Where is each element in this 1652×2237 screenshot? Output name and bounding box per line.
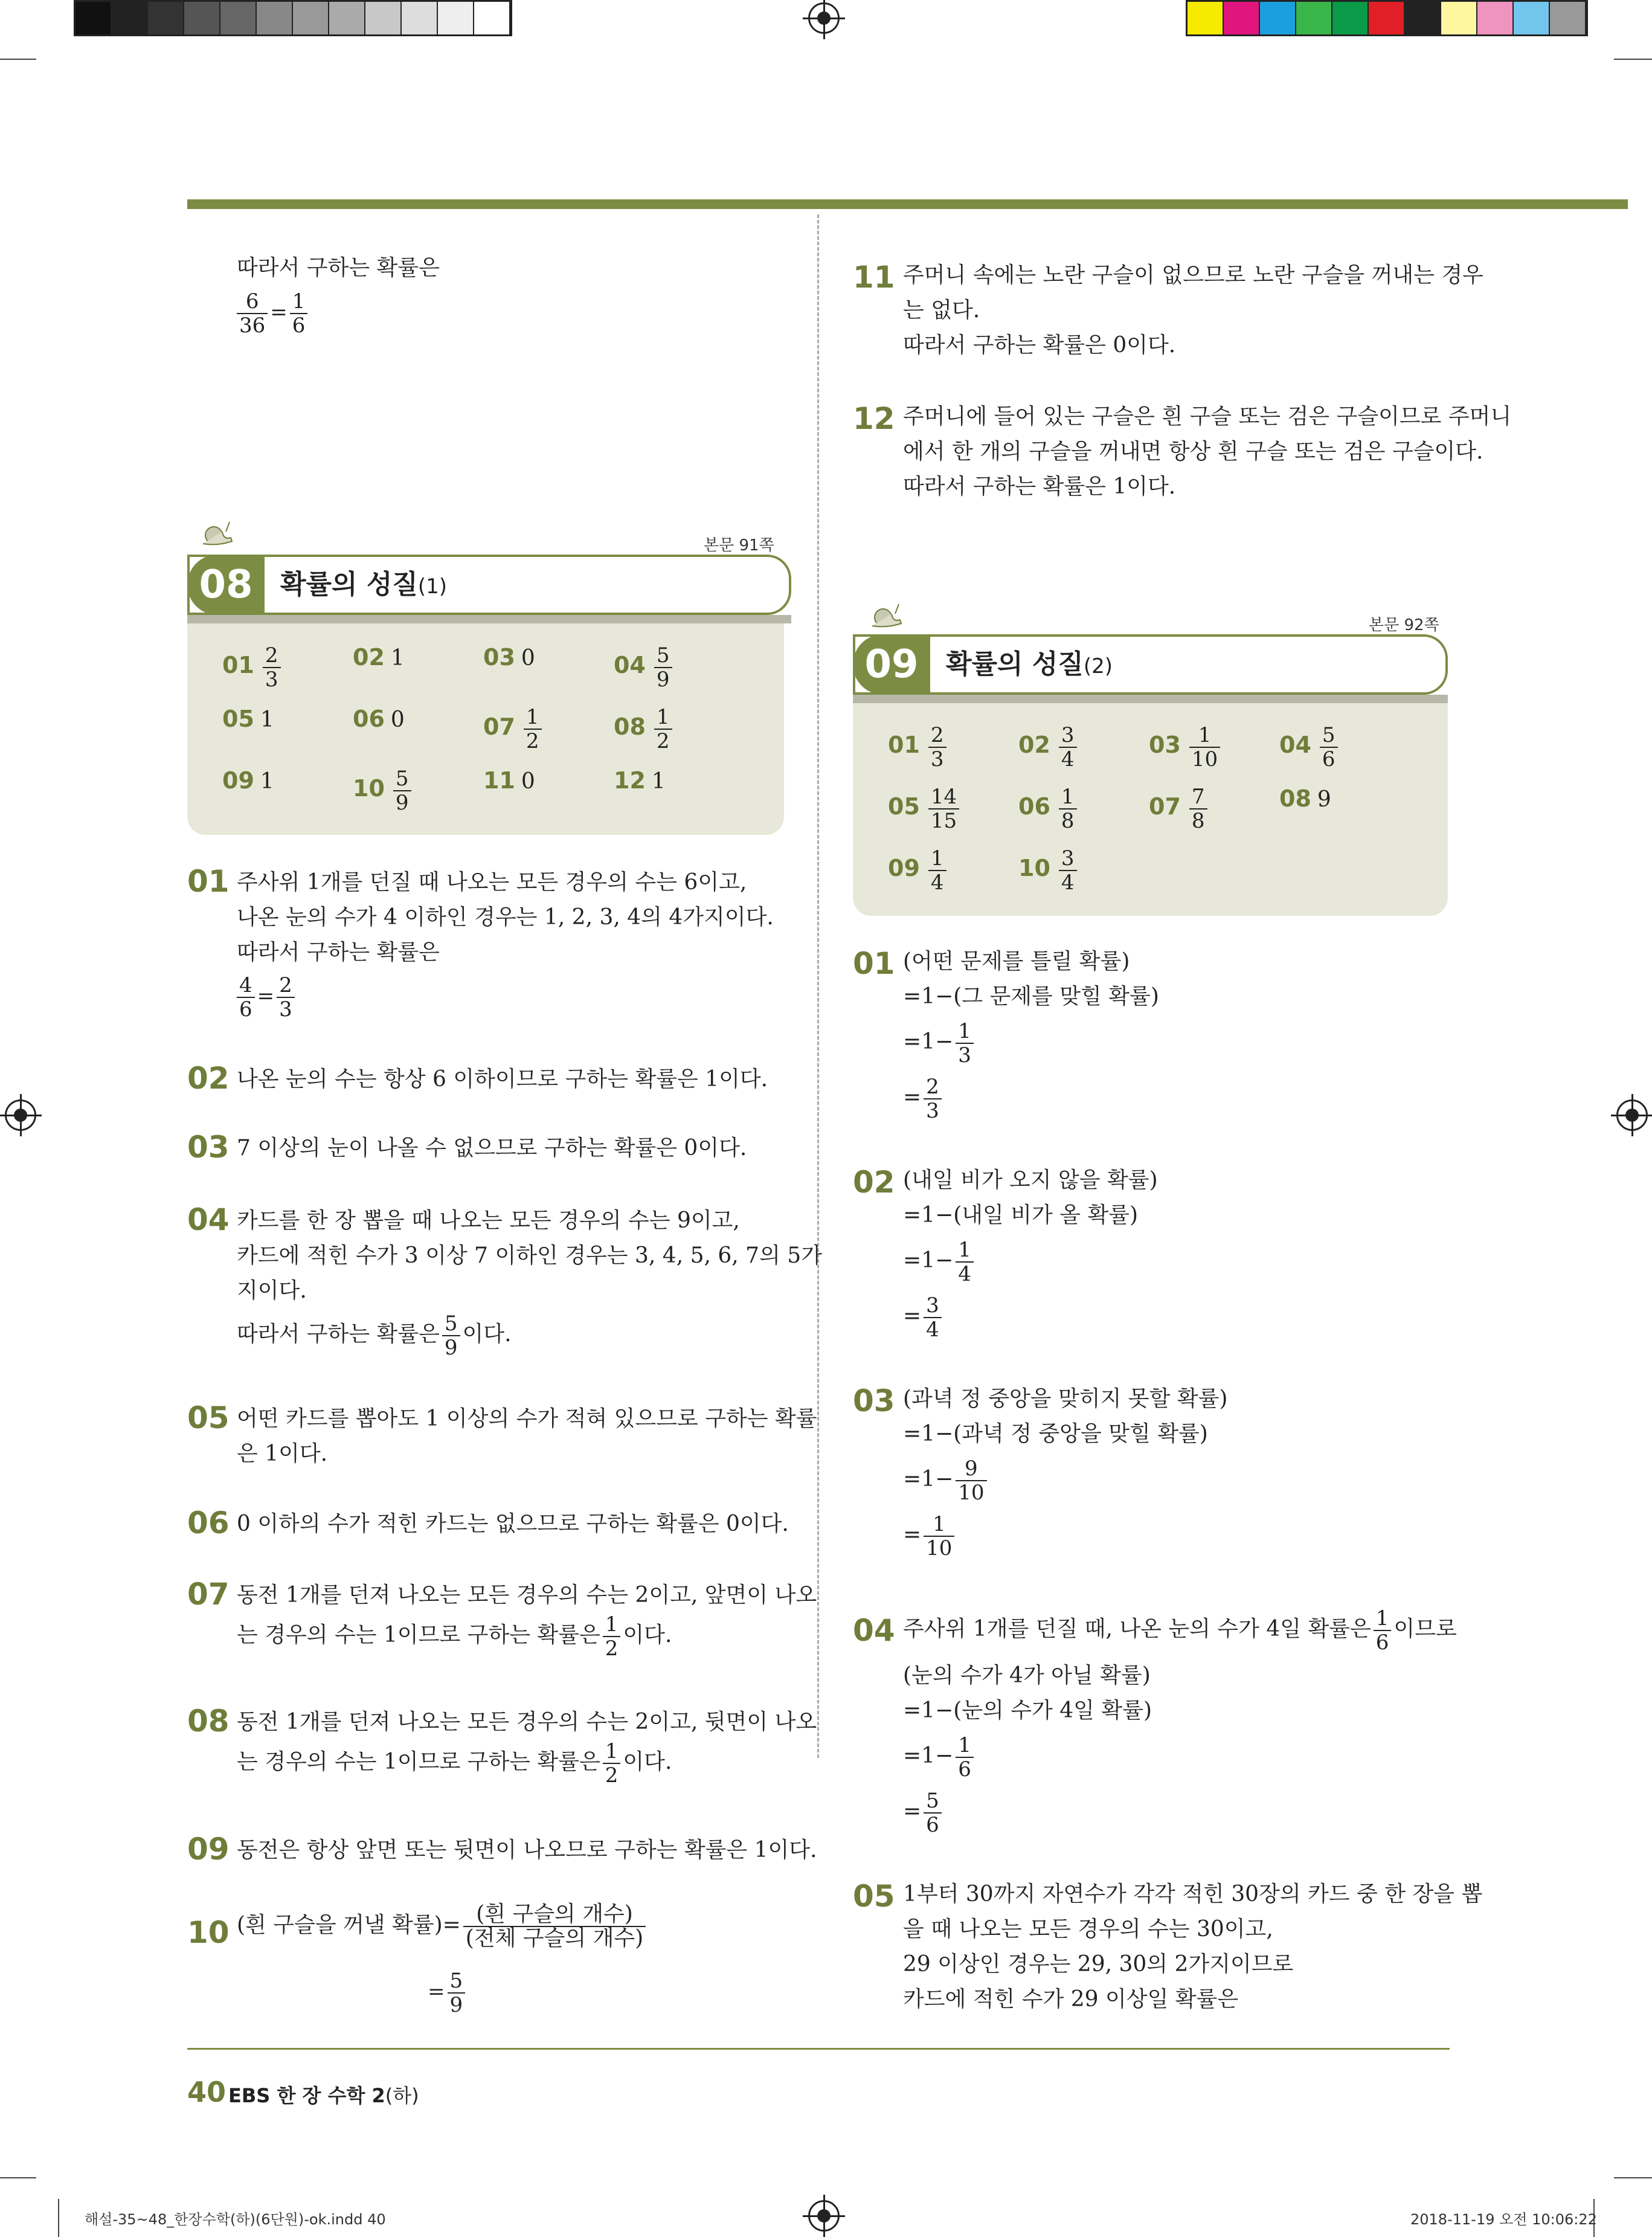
text-line: 지이다. (237, 1278, 307, 1303)
grayscale-bar (74, 0, 512, 36)
section-title: 확률의 성질(2) (946, 649, 1113, 680)
fraction-equation: = $\frac{2}{3}$ (903, 1075, 944, 1122)
crop-mark (1614, 59, 1652, 60)
text-line: 을 때 나오는 모든 경우의 수는 30이고, (903, 1917, 1273, 1942)
answer-item: 06 0 (353, 706, 405, 732)
text-line: 나온 눈의 수는 항상 6 이하이므로 구하는 확률은 1이다. (237, 1067, 768, 1092)
section-header (187, 555, 791, 615)
question-number: 12 (853, 401, 895, 436)
answer-item: 08 9 (1279, 785, 1331, 812)
text-line: (어떤 문제를 틀릴 확률) (903, 949, 1130, 974)
answer-item: 09 1 (222, 767, 274, 794)
question-number: 04 (187, 1202, 230, 1237)
fraction-equation: =1− $\frac{1}{3}$ (903, 1020, 976, 1067)
fraction-equation: =1− $\frac{1}{4}$ (903, 1238, 976, 1286)
answer-item: 05 $\frac{14}{15}$ (888, 785, 962, 832)
question-number: 08 (187, 1704, 230, 1739)
snail-icon (869, 602, 905, 628)
answer-item: 02 1 (353, 644, 405, 671)
timestamp-slug: 2018-11-19 오전 10:06:22 (1410, 2211, 1597, 2228)
text-line: 동전 1개를 던져 나오는 모든 경우의 수는 2이고, 뒷면이 나오 (237, 1710, 817, 1734)
question-number: 03 (187, 1130, 230, 1165)
registration-mark-icon (808, 2, 840, 34)
text-line: (과녁 정 중앙을 맞히지 못할 확률) (903, 1386, 1228, 1411)
fraction-equation: = $\frac{1}{10}$ (903, 1513, 957, 1560)
text-line: 주사위 1개를 던질 때 나오는 모든 경우의 수는 6이고, (237, 870, 747, 895)
text-line: 는 경우의 수는 1이므로 구하는 확률은 $\frac{1}{2}$ 이다. (237, 1612, 672, 1661)
answer-item: 09 $\frac{1}{4}$ (888, 847, 949, 894)
question-number: 06 (187, 1505, 230, 1540)
text-line: =1−(내일 비가 올 확률) (903, 1203, 1139, 1228)
text-line: 카드에 적힌 수가 3 이상 7 이하인 경우는 3, 4, 5, 6, 7의 5가 (237, 1243, 822, 1268)
crop-mark (1614, 2177, 1652, 2178)
file-slug: 해설-35~48_한장수학(하)(6단원)-ok.indd 40 (85, 2211, 386, 2228)
page-reference: 본문 92쪽 (1369, 616, 1439, 634)
text-line: 에서 한 개의 구슬을 꺼내면 항상 흰 구슬 또는 검은 구슬이다. (903, 439, 1483, 464)
answer-item: 06 $\frac{1}{8}$ (1018, 785, 1079, 832)
question-number: 05 (853, 1879, 895, 1914)
registration-mark-icon (1616, 1099, 1648, 1131)
section-number: 09 (853, 634, 930, 695)
text-line: 나온 눈의 수가 4 이하인 경우는 1, 2, 3, 4의 4가지이다. (237, 905, 774, 930)
fraction-equation: $\frac{4}{6}$ = $\frac{2}{3}$ (237, 974, 297, 1021)
column-divider (817, 214, 819, 1758)
page-reference: 본문 91쪽 (704, 536, 774, 555)
fraction-equation: (흰 구슬을 꺼낼 확률)= $\frac{\text{(흰 구슬의 개수)}}{\text{(전체 구슬의 개수)}}$ (237, 1903, 648, 1950)
text-line: 주머니에 들어 있는 구슬은 흰 구슬 또는 검은 구슬이므로 주머니 (903, 404, 1512, 429)
snail-icon (199, 520, 236, 546)
text-line: =1−(눈의 수가 4일 확률) (903, 1698, 1152, 1723)
answer-item: 04 $\frac{5}{9}$ (614, 644, 675, 691)
answer-item: 12 1 (614, 767, 666, 794)
text-line: 따라서 구하는 확률은 (237, 256, 440, 280)
fraction-equation: = $\frac{5}{9}$ (428, 1969, 468, 2017)
question-number: 02 (187, 1061, 230, 1096)
crop-mark (0, 59, 36, 60)
answer-item: 04 $\frac{5}{6}$ (1279, 724, 1340, 771)
fraction-equation: =1− $\frac{9}{10}$ (903, 1457, 989, 1504)
question-number: 09 (187, 1832, 230, 1867)
header-shadow (187, 615, 791, 623)
answer-item: 10 $\frac{3}{4}$ (1018, 847, 1079, 894)
text-line: 는 없다. (903, 298, 980, 323)
answer-item: 07 $\frac{7}{8}$ (1149, 785, 1210, 832)
section-header (853, 634, 1448, 695)
text-line: 동전 1개를 던져 나오는 모든 경우의 수는 2이고, 앞면이 나오 (237, 1583, 817, 1608)
crop-mark (0, 2177, 36, 2178)
section-number: 08 (187, 555, 265, 615)
crop-mark (58, 2199, 59, 2237)
text-line: 동전은 항상 앞면 또는 뒷면이 나오므로 구하는 확률은 1이다. (237, 1838, 817, 1862)
question-number: 10 (187, 1915, 230, 1950)
footer-rule (187, 2048, 1450, 2050)
registration-mark-icon (5, 1099, 36, 1131)
question-number: 11 (853, 260, 895, 295)
text-line: 어떤 카드를 뽑아도 1 이상의 수가 적혀 있으므로 구하는 확률 (237, 1406, 817, 1431)
question-number: 01 (853, 946, 895, 981)
text-line: 카드를 한 장 뽑을 때 나오는 모든 경우의 수는 9이고, (237, 1208, 740, 1233)
book-title: EBS 한 장 수학 2(하) (228, 2084, 419, 2107)
text-line: 은 1이다. (237, 1441, 328, 1466)
question-number: 01 (187, 864, 230, 899)
answer-item: 02 $\frac{3}{4}$ (1018, 724, 1079, 771)
fraction-equation: = $\frac{5}{6}$ (903, 1789, 944, 1836)
question-number: 07 (187, 1577, 230, 1612)
text-line: 주머니 속에는 노란 구슬이 없으므로 노란 구슬을 꺼내는 경우 (903, 263, 1483, 288)
answer-item: 01 $\frac{2}{3}$ (222, 644, 283, 691)
header-shadow (853, 695, 1448, 703)
text-line: 따라서 구하는 확률은 $\frac{5}{9}$ 이다. (237, 1312, 512, 1360)
fraction-equation: =1− $\frac{1}{6}$ (903, 1734, 976, 1781)
text-line: 29 이상인 경우는 29, 30의 2가지이므로 (903, 1952, 1294, 1977)
answer-item: 07 $\frac{1}{2}$ (483, 706, 544, 753)
fraction-equation: = $\frac{3}{4}$ (903, 1294, 944, 1341)
text-line: 카드에 적힌 수가 29 이상일 확률은 (903, 1987, 1239, 2012)
answer-item: 01 $\frac{2}{3}$ (888, 724, 949, 771)
text-line: =1−(그 문제를 맞힐 확률) (903, 984, 1159, 1009)
question-number: 03 (853, 1383, 895, 1418)
fraction-equation: $\frac{6}{36}$ = $\frac{1}{6}$ (237, 290, 310, 337)
question-number: 02 (853, 1165, 895, 1200)
header-rule (187, 199, 1628, 209)
text-line: 주사위 1개를 던질 때, 나온 눈의 수가 4일 확률은 $\frac{1}{6}$ 이므로 (903, 1606, 1457, 1655)
page-number: 40 (187, 2076, 227, 2108)
answer-item: 05 1 (222, 706, 274, 732)
answer-item: 10 $\frac{5}{9}$ (353, 767, 414, 814)
answer-item: 11 0 (483, 767, 535, 794)
text-line: 0 이하의 수가 적힌 카드는 없으므로 구하는 확률은 0이다. (237, 1511, 789, 1536)
text-line: (내일 비가 오지 않을 확률) (903, 1168, 1158, 1193)
answer-item: 03 0 (483, 644, 535, 671)
text-line: 따라서 구하는 확률은 1이다. (903, 474, 1176, 499)
registration-mark-icon (808, 2200, 840, 2232)
text-line: 따라서 구하는 확률은 0이다. (903, 333, 1176, 358)
text-line: 따라서 구하는 확률은 (237, 940, 440, 965)
text-line: (눈의 수가 4가 아닐 확률) (903, 1663, 1151, 1688)
answer-item: 08 $\frac{1}{2}$ (614, 706, 675, 753)
text-line: 1부터 30까지 자연수가 각각 적힌 30장의 카드 중 한 장을 뽑 (903, 1882, 1483, 1907)
question-number: 04 (853, 1613, 895, 1648)
text-line: 7 이상의 눈이 나올 수 없으므로 구하는 확률은 0이다. (237, 1136, 747, 1160)
section-title: 확률의 성질(1) (280, 569, 448, 600)
question-number: 05 (187, 1400, 230, 1435)
answer-item: 03 $\frac{1}{10}$ (1149, 724, 1223, 771)
text-line: =1−(과녁 정 중앙을 맞힐 확률) (903, 1421, 1208, 1446)
text-line: 는 경우의 수는 1이므로 구하는 확률은 $\frac{1}{2}$ 이다. (237, 1739, 672, 1788)
color-bar (1186, 0, 1588, 36)
